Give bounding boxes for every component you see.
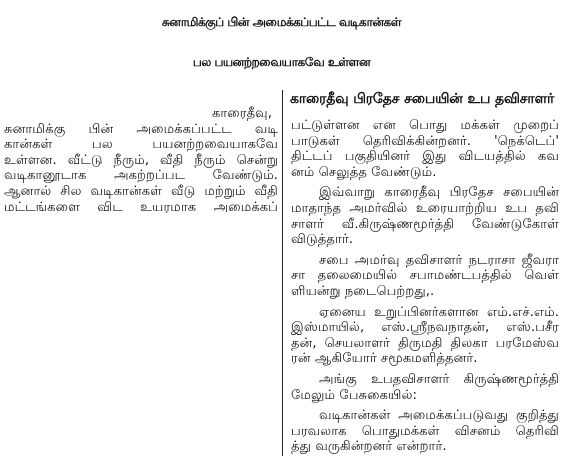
paragraph (291, 408, 559, 455)
body-line: ளியன்று நடைபெற்றது,. (291, 283, 435, 299)
body-line: ஏனைய உறுப்பினர்களான எம்.எச்.எம். (319, 304, 559, 320)
paragraph (291, 118, 559, 180)
body-line: ரன் ஆகியோர் சமூகமளித்தனர். (291, 351, 478, 367)
body-line: மேலும் பேசுகையில்: (291, 387, 417, 403)
body-line: அங்கு உபதவிசாளர் கிருஷ்ணமூர்த்தி (319, 371, 559, 387)
body-line: கான்கள் பல பயனற்றவையாகவே (4, 137, 278, 153)
paragraph (291, 253, 559, 300)
dateline: காரைதீவு, (211, 106, 272, 121)
body-line: தன், செயலாளர் திருமதி திலகா பரமேஸ்வ (291, 335, 559, 351)
body-line: மாதாந்த அமர்வில் உரையாற்றிய உப தவி (291, 200, 559, 216)
body-line: சுனாமிக்கு பின் அமைக்கப்பட்ட வடி (4, 121, 278, 137)
body-line: னம் செலுத்த வேண்டும். (291, 164, 437, 180)
body-line: வடிகான்கள் அமைக்கப்படுவது குறித்து (319, 408, 559, 424)
body-line: மட்டங்களை விட உயரமாக அமைக்கப் (4, 199, 278, 215)
subheading: காரைதீவு பிரதேச சபையின் உப தவிசாளர் (290, 91, 555, 107)
body-line: இவ்வாறு காரைதீவு பிரதேச சபையின் (319, 185, 559, 201)
headline-line-2: பல பயனற்றவையாகவே உள்ளன (192, 55, 371, 69)
body-line: பட்டுள்ளன என பொது மக்கள் முறைப் (291, 118, 559, 133)
body-line: த்து வருகின்றனர் என்றார். (291, 439, 447, 455)
body-line: இஸ்மாயில், எஸ்.ஸ்ரீநவநாதன், எஸ்.பசீர (291, 320, 559, 336)
paragraph (291, 185, 559, 247)
paragraph (291, 372, 559, 403)
body-line: சாளர் வீ.கிருஷ்ணமூர்த்தி வேண்டுகோள் (291, 216, 559, 232)
body-line: சபை அமர்வு தவிசாளர் நடராசா ஜீவரா (319, 252, 559, 268)
headline-line-1: சுனாமிக்குப் பின் அமைக்கப்பட்ட வடிகான்கள் (161, 15, 402, 29)
paragraph (291, 305, 559, 367)
body-line: வடிகானூடாக அகற்றப்பட வேண்டும். (4, 168, 278, 184)
body-line: சா தலைமையில் சபாமண்டபத்தில் வெள் (291, 268, 559, 284)
body-line: திட்டப் பகுதியினர் இது விடயத்தில் கவ (291, 149, 559, 165)
body-line: உள்ளன. வீட்டு நீரும், வீதி நீரும் சென்று (4, 152, 278, 168)
left-column (4, 106, 278, 215)
body-line: ஆனால் சில வடிகான்கள் வீடு மற்றும் வீதி (4, 183, 278, 199)
body-line: விடுத்தார். (291, 232, 353, 248)
right-column (291, 118, 559, 455)
body-line: பாடுகள் தெரிவிக்கின்றனர். 'நெக்டெப்' (291, 133, 559, 149)
body-line: பரவலாக பொதுமக்கள் விசனம் தெரிவி (291, 423, 559, 439)
column-divider (282, 90, 283, 456)
